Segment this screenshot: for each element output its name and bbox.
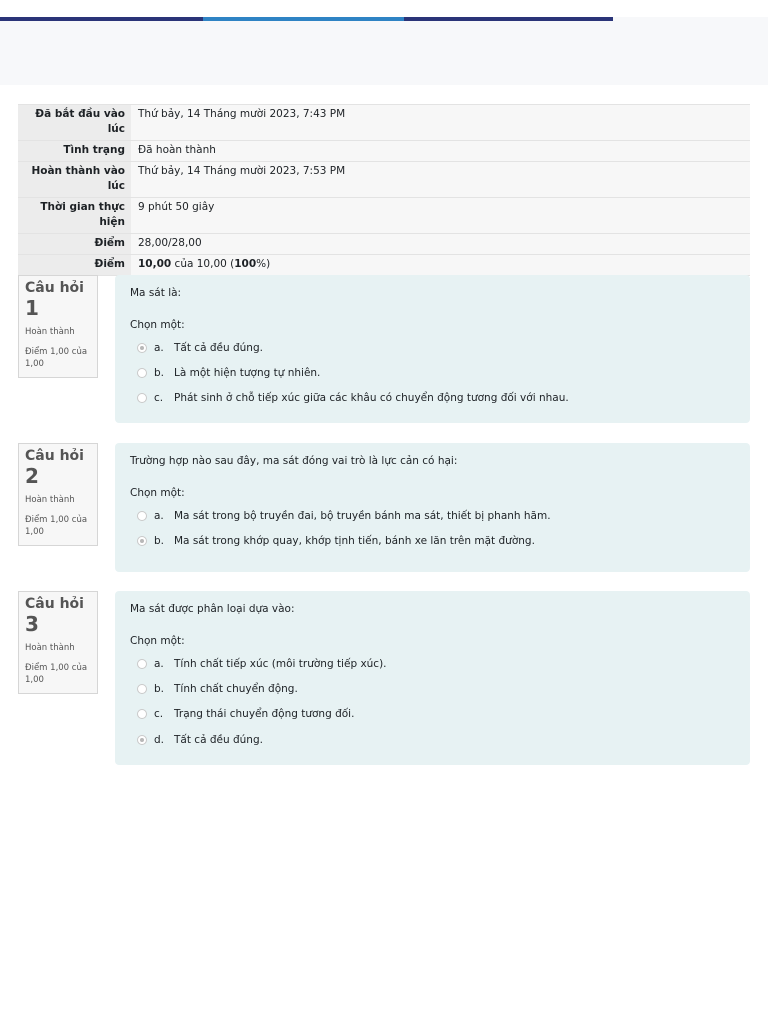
answer-letter: a. (154, 341, 164, 354)
answer-letter: a. (154, 509, 164, 522)
answer-option (130, 360, 735, 385)
question-number: 1 (25, 296, 39, 320)
summary-row-duration (18, 198, 750, 234)
answer-text: Tính chất chuyển động. (174, 682, 298, 695)
summary-label: Điểm (18, 234, 131, 255)
answer-letter: b. (154, 366, 165, 379)
radio-button[interactable] (137, 536, 147, 546)
summary-label: Hoàn thành vào lúc (18, 162, 131, 198)
answer-letter: d. (154, 733, 165, 746)
summary-label: Tình trạng (18, 141, 131, 162)
question-text: Ma sát là: (130, 287, 182, 299)
question-content-3 (115, 591, 750, 765)
grade-max: của 10,00 ( (171, 258, 235, 270)
question-state: Hoàn thành (25, 495, 75, 505)
radio-button[interactable] (137, 511, 147, 521)
question-grade: Điểm 1,00 của 1,00 (25, 347, 88, 369)
answer-text: Ma sát trong bộ truyền đai, bộ truyền bánh ma sát, thiết bị phanh hãm. (174, 509, 551, 522)
page-header (0, 17, 768, 85)
question-title: Câu hỏi (25, 448, 84, 464)
question-state: Hoàn thành (25, 643, 75, 653)
top-accent-bar (0, 17, 613, 21)
answer-text: Trạng thái chuyển động tương đối. (174, 708, 355, 721)
answer-prompt: Chọn một: (130, 635, 185, 647)
question-content-2 (115, 443, 750, 572)
radio-button[interactable] (137, 343, 147, 353)
question-state: Hoàn thành (25, 327, 75, 337)
summary-value: 28,00/28,00 (131, 234, 750, 255)
answer-prompt: Chọn một: (130, 487, 185, 499)
summary-row-started (18, 105, 750, 141)
answer-option (130, 335, 735, 360)
question-text: Trường hợp nào sau đây, ma sát đóng vai trò là lực cản có hại: (130, 455, 458, 467)
answer-list (130, 335, 735, 411)
summary-value: 9 phút 50 giây (131, 198, 750, 234)
answer-option (130, 676, 735, 701)
summary-row-completed (18, 162, 750, 198)
answer-text: Tất cả đều đúng. (174, 341, 263, 354)
question-title: Câu hỏi (25, 280, 84, 296)
answer-option (130, 702, 735, 727)
question-grade: Điểm 1,00 của 1,00 (25, 663, 88, 685)
answer-letter: b. (154, 534, 165, 547)
summary-value: Thứ bảy, 14 Tháng mười 2023, 7:53 PM (131, 162, 750, 198)
answer-list (130, 651, 735, 752)
radio-button[interactable] (137, 735, 147, 745)
answer-list (130, 503, 735, 554)
summary-value (131, 255, 750, 276)
answer-letter: a. (154, 657, 164, 670)
summary-row-marks (18, 234, 750, 255)
answer-option (130, 386, 735, 411)
grade-value: 10,00 (138, 258, 172, 270)
quiz-summary-table (18, 104, 750, 276)
answer-text: Tất cả đều đúng. (174, 733, 263, 746)
answer-prompt: Chọn một: (130, 319, 185, 331)
summary-value: Đã hoàn thành (131, 141, 750, 162)
accent-seg-1 (0, 17, 203, 21)
summary-label: Đã bắt đầu vào lúc (18, 105, 131, 141)
summary-row-grade (18, 255, 750, 276)
answer-letter: c. (154, 708, 164, 721)
accent-seg-3 (404, 17, 613, 21)
radio-button[interactable] (137, 709, 147, 719)
answer-text: Phát sinh ở chỗ tiếp xúc giữa các khâu có chuyển động tương đối với nhau. (174, 392, 569, 405)
question-info-2 (18, 443, 98, 546)
question-content-1 (115, 275, 750, 423)
answer-text: Ma sát trong khớp quay, khớp tịnh tiến, bánh xe lăn trên mặt đường. (174, 534, 535, 547)
grade-percent: 100 (234, 258, 257, 270)
question-number: 2 (25, 464, 39, 488)
answer-option (130, 651, 735, 676)
radio-button[interactable] (137, 393, 147, 403)
summary-label: Điểm (18, 255, 131, 276)
question-info-3 (18, 591, 98, 694)
answer-letter: b. (154, 682, 165, 695)
answer-option (130, 503, 735, 528)
radio-button[interactable] (137, 368, 147, 378)
summary-label: Thời gian thực hiện (18, 198, 131, 234)
question-info-1 (18, 275, 98, 378)
summary-row-state (18, 141, 750, 162)
answer-option (130, 727, 735, 752)
answer-option (130, 528, 735, 553)
answer-text: Tính chất tiếp xúc (môi trường tiếp xúc). (174, 657, 387, 670)
answer-letter: c. (154, 392, 164, 405)
summary-value: Thứ bảy, 14 Tháng mười 2023, 7:43 PM (131, 105, 750, 141)
radio-button[interactable] (137, 684, 147, 694)
radio-button[interactable] (137, 659, 147, 669)
question-title: Câu hỏi (25, 596, 84, 612)
grade-suffix: %) (256, 258, 271, 270)
question-grade: Điểm 1,00 của 1,00 (25, 515, 88, 537)
question-text: Ma sát được phân loại dựa vào: (130, 603, 295, 615)
answer-text: Là một hiện tượng tự nhiên. (174, 366, 321, 379)
accent-seg-2 (203, 17, 404, 21)
question-number: 3 (25, 612, 39, 636)
